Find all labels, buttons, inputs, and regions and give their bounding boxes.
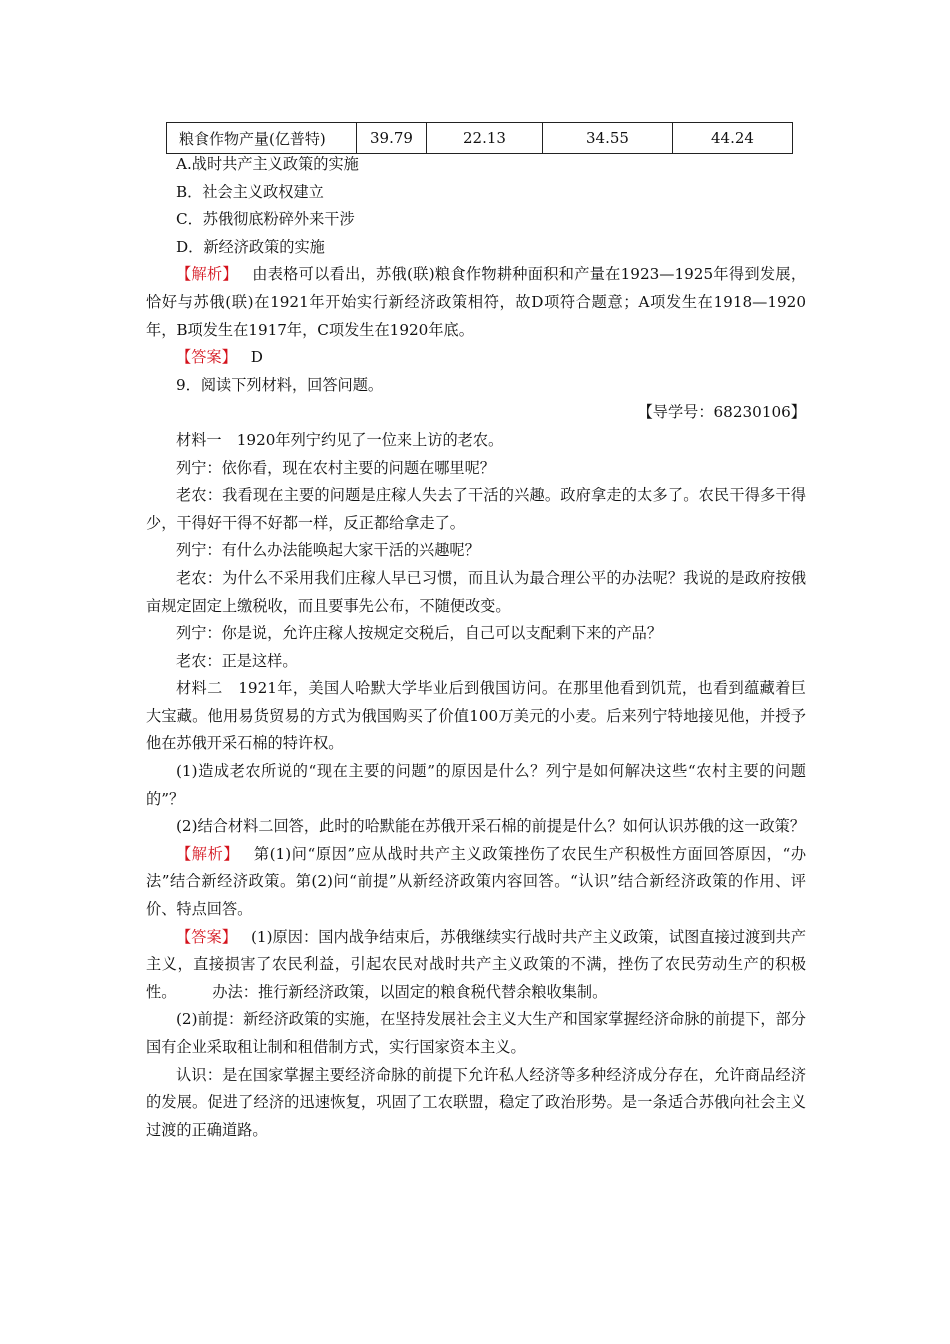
table-cell: 44.24 xyxy=(673,123,793,154)
answer-text: (1)原因：国内战争结束后，苏俄继续实行战时共产主义政策，试图直接过渡到共产主义，直接损害了农民利益，引起农民对战时共产主义政策的不满，挫伤了农民劳动生产的积极性。 xyxy=(146,927,807,1001)
table-row xyxy=(167,123,793,154)
q9-answer-3: 认识：是在国家掌握主要经济命脉的前提下允许私人经济等多种经济成分存在，允许商品经济的发展。促进了经济的迅速恢复，巩固了工农联盟，稳定了政治形势。是一条适合苏俄向社会主义过渡的正确道路。 xyxy=(146,1065,806,1139)
row-label: 粮食作物产量(亿普特) xyxy=(167,123,357,154)
q9-analysis xyxy=(146,841,806,924)
dialogue-line: 列宁：依你看，现在农村主要的问题在哪里呢？ xyxy=(176,458,495,477)
q9-answer-2: (2)前提：新经济政策的实施，在坚持发展社会主义大生产和国家掌握经济命脉的前提下，部分国有企业采取租让制和租借制方式，实行国家资本主义。 xyxy=(146,1010,806,1056)
answer-tag: 【答案】 xyxy=(176,348,237,367)
dialogue-line: 老农：我看现在主要的问题是庄稼人失去了干活的兴趣。政府拿走的太多了。农民干得多干得少，干得好干得不好都一样，反正都给拿走了。 xyxy=(146,486,806,532)
answer-method: 办法：推行新经济政策，以固定的粮食税代替余粮收集制。 xyxy=(212,982,608,1001)
q9-stem: 9．阅读下列材料，回答问题。 xyxy=(176,375,384,394)
answer-tag: 【答案】 xyxy=(176,927,237,946)
option-a: A.战时共产主义政策的实施 xyxy=(176,155,359,173)
sub-question-1: (1)造成老农所说的“现在主要的问题”的原因是什么？列宁是如何解决这些“农村主要的问题的”？ xyxy=(146,762,806,808)
dialogue-line: 列宁：有什么办法能唤起大家干活的兴趣呢？ xyxy=(176,541,480,560)
option-b: B．社会主义政权建立 xyxy=(176,182,324,201)
analysis-text: 第(1)问“原因”应从战时共产主义政策挫伤了农民生产积极性方面回答原因，“办法”结合新经济政策。第(2)问“前提”从新经济政策内容回答。“认识”结合新经济政策的作用、评价、特点回答。 xyxy=(146,844,807,919)
table-cell: 39.79 xyxy=(357,123,427,154)
q8-analysis xyxy=(146,261,806,344)
option-d: D．新经济政策的实施 xyxy=(176,237,325,256)
sub-question-2: (2)结合材料二回答，此时的哈默能在苏俄开采石棉的前提是什么？如何认识苏俄的这一政策？ xyxy=(176,817,806,836)
grain-output-table xyxy=(166,122,793,154)
dialogue-line: 老农：正是这样。 xyxy=(176,651,298,670)
q8-answer xyxy=(146,344,806,372)
table-cell: 34.55 xyxy=(543,123,673,154)
table-cell: 22.13 xyxy=(427,123,543,154)
analysis-tag: 【解析】 xyxy=(176,265,238,284)
analysis-text: 由表格可以看出，苏俄(联)粮食作物耕种面积和产量在1923—1925年得到发展，恰好与苏俄(联)在1921年开始实行新经济政策相符，故D项符合题意；A项发生在1918—1920年，B项发生在1917年，C项发生在1920年底。 xyxy=(146,265,807,339)
guide-number: 【导学号：68230106】 xyxy=(637,403,806,422)
document-body xyxy=(146,151,806,1144)
material-two: 材料二 1921年，美国人哈默大学毕业后到俄国访问。在那里他看到饥荒，也看到蕴藏着巨大宝藏。他用易货贸易的方式为俄国购买了价值100万美元的小麦。后来列宁特地接见他，并授予他在苏俄开采石棉的特许权。 xyxy=(146,679,806,753)
dialogue-line: 老农：为什么不采用我们庄稼人早已习惯，而且认为最合理公平的办法呢？我说的是政府按俄亩规定固定上缴税收，而且要事先公布，不随便改变。 xyxy=(146,568,806,615)
option-c: C．苏俄彻底粉碎外来干涉 xyxy=(176,210,355,229)
dialogue-line: 列宁：你是说，允许庄稼人按规定交税后，自己可以支配剩下来的产品？ xyxy=(176,624,662,643)
q9-answer-1 xyxy=(146,924,806,1007)
analysis-tag: 【解析】 xyxy=(176,844,240,863)
answer-text: D xyxy=(250,348,263,367)
material-one-intro: 材料一 1920年列宁约见了一位来上访的老农。 xyxy=(176,430,504,449)
